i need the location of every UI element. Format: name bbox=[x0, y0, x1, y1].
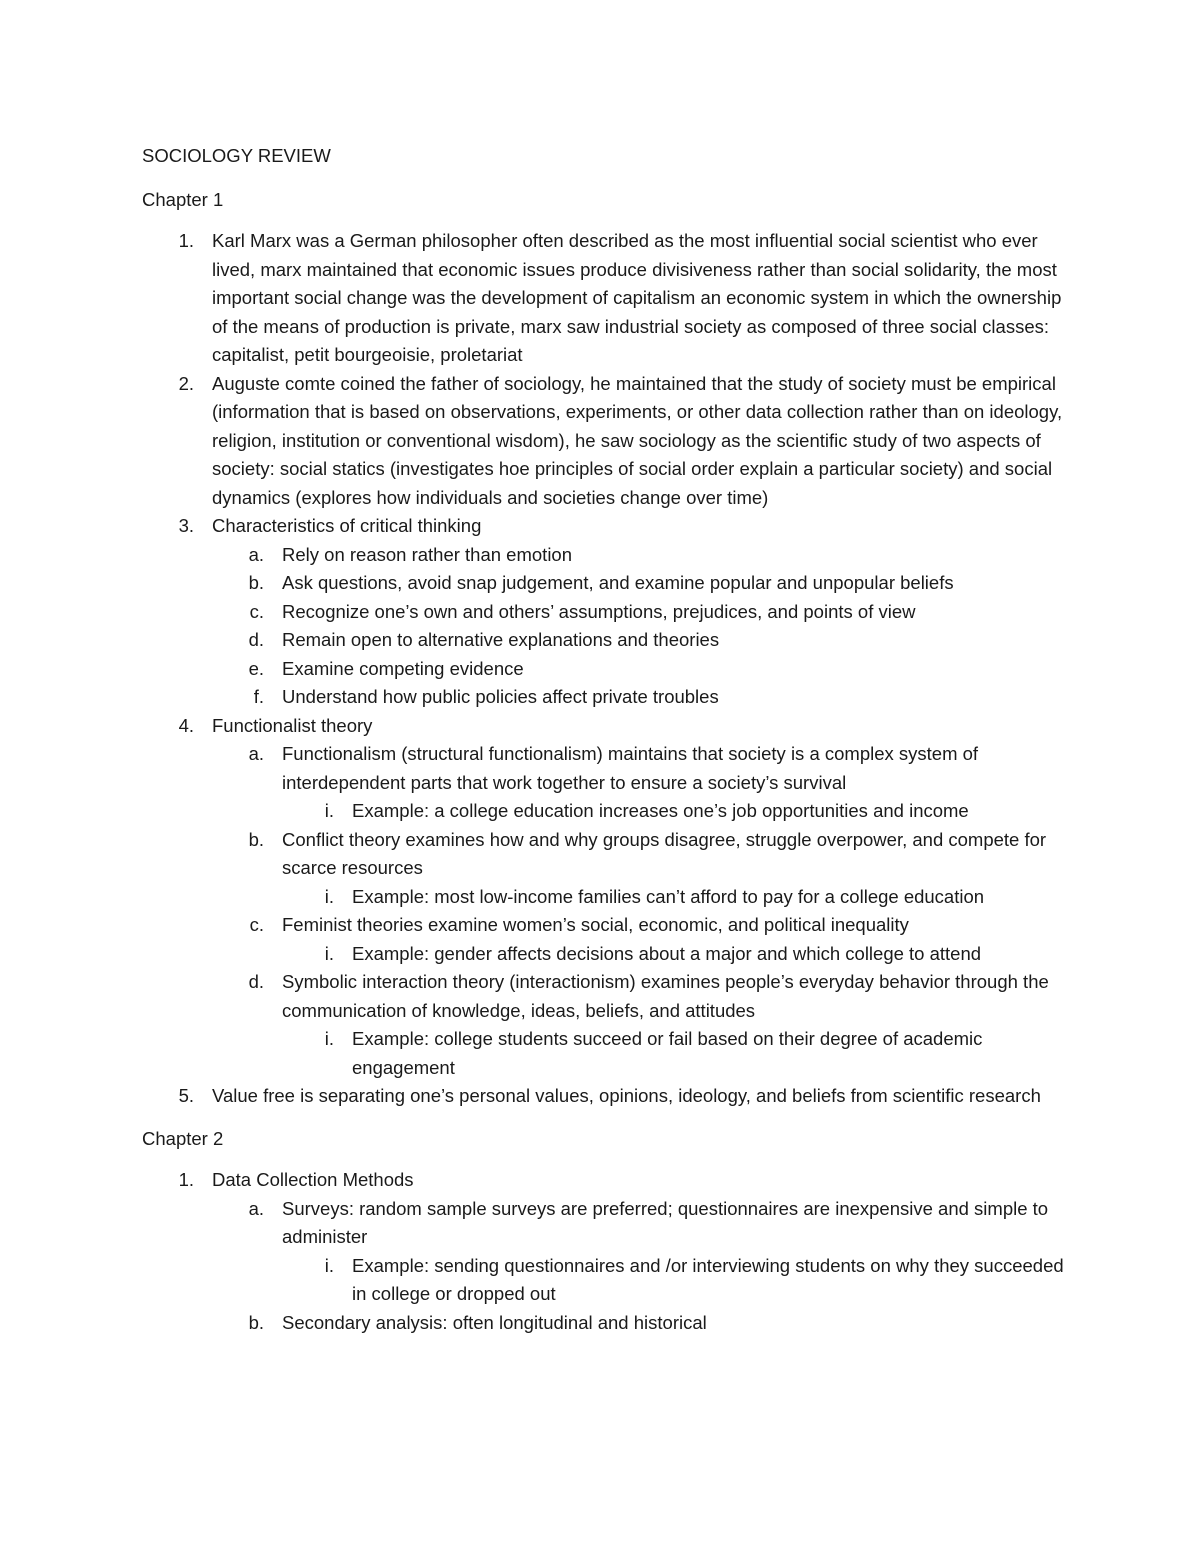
list-marker: i. bbox=[324, 885, 334, 907]
list-marker: b. bbox=[248, 572, 264, 593]
sub-list-item bbox=[212, 541, 1067, 570]
list-item-text: Example: sending questionnaires and /or interviewing students on why they succeeded in college or dropped out bbox=[352, 1254, 1064, 1304]
list-marker: f. bbox=[253, 686, 264, 707]
list-marker: a. bbox=[248, 1197, 264, 1219]
list-marker: 1. bbox=[178, 230, 194, 251]
sub-list-item bbox=[212, 1195, 1067, 1309]
sub-list-item bbox=[212, 968, 1067, 1082]
sub-sub-list-item bbox=[282, 883, 1067, 912]
list-item-text: Feminist theories examine women’s social, economic, and political inequality bbox=[282, 914, 909, 935]
list-marker: 1. bbox=[178, 1169, 194, 1190]
list-item-text: Understand how public policies affect private troubles bbox=[282, 686, 719, 707]
list-item-text: Rely on reason rather than emotion bbox=[282, 543, 573, 565]
list-item-text: Value free is separating one’s personal values, opinions, ideology, and beliefs from scientific research bbox=[212, 1085, 1041, 1106]
sub-list-item bbox=[212, 826, 1067, 912]
sub-list-item bbox=[212, 626, 1067, 655]
list-item-text: Example: gender affects decisions about a major and which college to attend bbox=[352, 942, 982, 964]
sub-sub-list-item bbox=[282, 797, 1067, 826]
list-marker: d. bbox=[248, 971, 264, 992]
list-item-text: Examine competing evidence bbox=[282, 657, 524, 679]
chapter-heading: Chapter 1 bbox=[142, 188, 224, 210]
list-marker: b. bbox=[248, 828, 264, 850]
list-item-text: Symbolic interaction theory (interactionism) examines people’s everyday behavior through the communication of knowledge, ideas, beliefs, and attitudes bbox=[282, 971, 1049, 1021]
sub-sub-list-item bbox=[282, 1025, 1067, 1082]
sub-sub-list bbox=[282, 883, 1067, 912]
chapter-1-list bbox=[142, 227, 1067, 1111]
chapter-heading: Chapter 2 bbox=[142, 1127, 224, 1149]
list-item-text: Characteristics of critical thinking bbox=[212, 515, 482, 536]
list-item-text: Surveys: random sample surveys are preferred; questionnaires are inexpensive and simple to administer bbox=[282, 1197, 1049, 1247]
list-marker: b. bbox=[248, 1311, 264, 1333]
list-item-text: Conflict theory examines how and why groups disagree, struggle overpower, and compete for scarce resources bbox=[282, 828, 1047, 878]
list-marker: 4. bbox=[178, 714, 194, 736]
list-marker: d. bbox=[248, 629, 264, 650]
list-item-text: Recognize one’s own and others’ assumptions, prejudices, and points of view bbox=[282, 600, 916, 622]
list-item bbox=[142, 227, 1067, 370]
list-item-text: Secondary analysis: often longitudinal and historical bbox=[282, 1311, 707, 1333]
chapter-2-list bbox=[142, 1166, 1067, 1337]
sub-sub-list-item bbox=[282, 1252, 1067, 1309]
list-marker: i. bbox=[324, 1254, 334, 1276]
list-item bbox=[142, 370, 1067, 513]
list-marker: c. bbox=[249, 914, 264, 935]
list-marker: 5. bbox=[178, 1085, 194, 1106]
list-marker: i. bbox=[324, 1028, 334, 1049]
sub-sub-list bbox=[282, 1025, 1067, 1082]
list-item bbox=[142, 712, 1067, 1083]
list-marker: a. bbox=[248, 743, 264, 764]
list-item bbox=[142, 512, 1067, 712]
list-marker: 3. bbox=[178, 515, 194, 536]
sub-list-item bbox=[212, 683, 1067, 712]
sub-sub-list bbox=[282, 1252, 1067, 1309]
document-body bbox=[142, 142, 1067, 1337]
sub-list-item bbox=[212, 569, 1067, 598]
sub-list bbox=[212, 1195, 1067, 1338]
list-item bbox=[142, 1082, 1067, 1111]
sub-sub-list bbox=[282, 940, 1067, 969]
section-spacer bbox=[142, 1111, 1067, 1125]
sub-list-item bbox=[212, 1309, 1067, 1338]
list-marker: a. bbox=[248, 543, 264, 565]
sub-list-item bbox=[212, 911, 1067, 968]
list-item-text: Karl Marx was a German philosopher often described as the most influential social scientist who ever lived, marx maintained that economic issues produce divisiveness rather than social solidarity, the most important social change was the development of capitalism an economic system in which the ownership of the means of production is private, marx saw industrial society as composed of three social classes: capitalist, petit bourgeoisie, proletariat bbox=[212, 230, 1062, 365]
list-item-text: Remain open to alternative explanations and theories bbox=[282, 629, 720, 650]
list-marker: e. bbox=[248, 657, 264, 679]
sub-sub-list bbox=[282, 797, 1067, 826]
sub-list bbox=[212, 541, 1067, 712]
sub-sub-list-item bbox=[282, 940, 1067, 969]
list-item-text: Example: most low-income families can’t afford to pay for a college education bbox=[352, 885, 985, 907]
list-marker: i. bbox=[324, 800, 334, 821]
sub-list-item bbox=[212, 655, 1067, 684]
list-marker: 2. bbox=[178, 372, 194, 394]
list-item-text: Functionalism (structural functionalism) maintains that society is a complex system of interdependent parts that work together to ensure a society’s survival bbox=[282, 743, 979, 793]
list-item-text: Data Collection Methods bbox=[212, 1169, 414, 1190]
sub-list-item bbox=[212, 598, 1067, 627]
list-item-text: Functionalist theory bbox=[212, 714, 373, 736]
list-item-text: Example: college students succeed or fail based on their degree of academic engagement bbox=[352, 1028, 983, 1078]
list-item-text: Example: a college education increases one’s job opportunities and income bbox=[352, 800, 969, 821]
list-marker: i. bbox=[324, 942, 334, 964]
document-title: SOCIOLOGY REVIEW bbox=[142, 145, 331, 166]
list-item-text: Auguste comte coined the father of sociology, he maintained that the study of society must be empirical (information that is based on observations, experiments, or other data collection rather than on ideology, religion, institution or conventional wisdom), he saw sociology as the scientific study of two aspects of society: social statics (investigates hoe principles of social order explain a particular society) and social dynamics (explores how individuals and societies change over time) bbox=[212, 372, 1063, 508]
list-marker: c. bbox=[249, 600, 264, 622]
sub-list bbox=[212, 740, 1067, 1082]
sub-list-item bbox=[212, 740, 1067, 826]
list-item-text: Ask questions, avoid snap judgement, and examine popular and unpopular beliefs bbox=[282, 572, 954, 593]
list-item bbox=[142, 1166, 1067, 1337]
